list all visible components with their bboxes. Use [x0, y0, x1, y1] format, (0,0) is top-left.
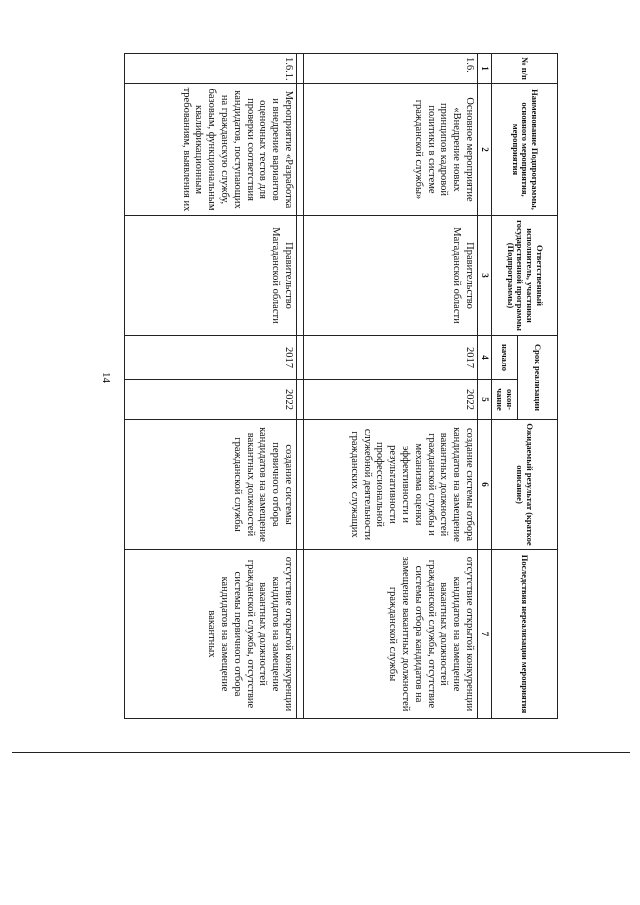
header-term: Срок реализации	[518, 336, 558, 420]
row-result: создание системы отбора кандидатов на замещение вакантных должностей гражданской службы и механизма оценки эффективности и результативности профессиональной служебной деятельности гражданских служащих	[304, 420, 478, 550]
row-consequence: отсутствие открытой конкуренции кандидатов на замещение вакантных должностей гражданской службы, отсутствие системы отбора кандидатов на замещение вакантных должностей гражданской службы	[304, 550, 478, 719]
header-start: начало	[492, 336, 518, 380]
row-start: 2017	[125, 336, 297, 380]
table-row	[125, 54, 297, 719]
row-end: 2022	[304, 380, 478, 420]
header-number: № п/п	[492, 54, 558, 84]
row-number: 1.6.1.	[125, 54, 297, 84]
header-name: Наименование Подпрограммы, основного мероприятия, мероприятия	[492, 84, 558, 216]
table-row	[304, 54, 478, 719]
rotated-table-container	[126, 53, 558, 718]
row-start: 2017	[304, 336, 478, 380]
row-name: Основное мероприятие «Внедрение новых принципов кадровой политики в системе гражданской службы»	[304, 84, 478, 216]
page-number: 14	[100, 372, 112, 383]
column-number: 1	[478, 54, 492, 84]
column-number: 5	[478, 380, 492, 420]
column-number: 6	[478, 420, 492, 550]
table-separator-row	[297, 54, 304, 719]
row-end: 2022	[125, 380, 297, 420]
row-executor: Правительство Магаданской области	[304, 216, 478, 336]
column-numbers-row	[478, 54, 492, 719]
row-number: 1.6.	[304, 54, 478, 84]
row-executor: Правительство Магаданской области	[125, 216, 297, 336]
column-number: 2	[478, 84, 492, 216]
column-number: 7	[478, 550, 492, 719]
column-number: 4	[478, 336, 492, 380]
program-measures-table	[124, 53, 558, 719]
row-result: создание системы первичного отбора кандидатов на замещение вакантных должностей гражданской службы	[125, 420, 297, 550]
column-number: 3	[478, 216, 492, 336]
row-name: Мероприятие «Разработка и внедрение вариантов оценочных тестов для проверки соответствия кандидатов, поступающих на гражданскую службу, базовым, функциональным квалификационным требованиям, выявления их	[125, 84, 297, 216]
header-end: окон-чание	[492, 380, 518, 420]
bottom-rule	[12, 752, 630, 753]
header-consequence: Последствия нереализации мероприятия	[492, 550, 558, 719]
row-consequence: отсутствие открытой конкуренции кандидатов на замещение вакантных должностей гражданской службы, отсутствие системы первичного отбора кандидатов на замещение вакантных	[125, 550, 297, 719]
header-result: Ожидаемый результат (краткое описание)	[492, 420, 558, 550]
header-executor: Ответственный исполнитель, участники государственной программы (Подпрограммы)	[492, 216, 558, 336]
